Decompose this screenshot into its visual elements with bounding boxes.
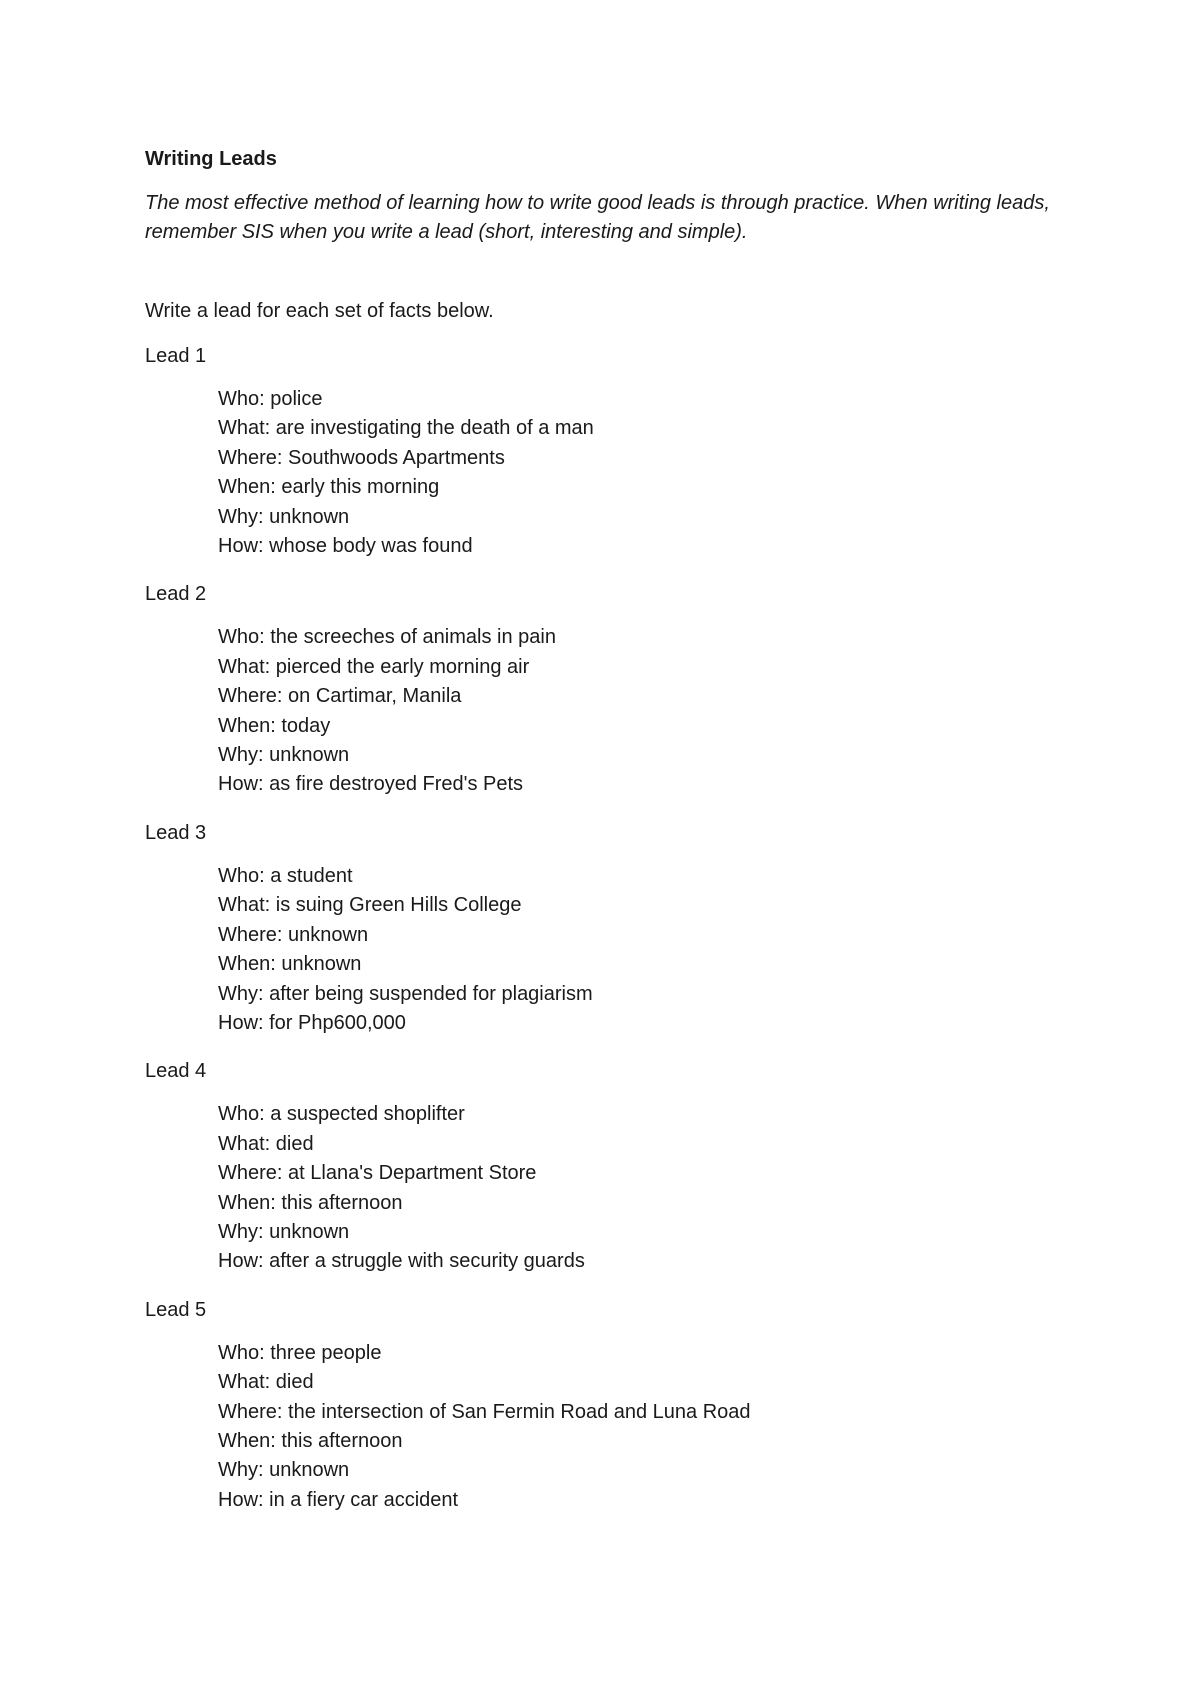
lead-fact: Who: the screeches of animals in pain <box>218 626 556 649</box>
lead-fact: What: is suing Green Hills College <box>218 894 522 917</box>
document-title: Writing Leads <box>145 148 277 170</box>
lead-facts-list <box>218 385 1065 561</box>
lead-fact: When: today <box>218 714 331 737</box>
lead-title: Lead 1 <box>145 345 207 367</box>
lead-fact: Why: unknown <box>218 505 350 528</box>
lead-title: Lead 4 <box>145 1060 207 1083</box>
lead-fact: Why: after being suspended for plagiarism <box>218 982 593 1005</box>
lead-fact: How: after a struggle with security guards <box>218 1250 585 1273</box>
lead-title: Lead 5 <box>145 1298 207 1321</box>
lead-fact: What: died <box>218 1371 314 1394</box>
lead-facts-list <box>218 862 1065 1038</box>
lead-fact: Where: the intersection of San Fermin Road and Luna Road <box>218 1400 751 1423</box>
lead-fact: Why: unknown <box>218 744 350 767</box>
lead-fact: Who: a suspected shoplifter <box>218 1103 465 1126</box>
lead-fact: How: as fire destroyed Fred's Pets <box>218 773 524 796</box>
instruction-text: Write a lead for each set of facts below. <box>145 300 494 322</box>
lead-fact: Who: police <box>218 388 323 410</box>
lead-facts-list <box>218 623 1065 799</box>
lead-fact: Why: unknown <box>218 1220 350 1243</box>
leads-list <box>145 344 1065 1515</box>
lead-section <box>145 344 1065 561</box>
lead-fact: What: died <box>218 1132 314 1155</box>
lead-fact: How: whose body was found <box>218 535 473 558</box>
lead-fact: Where: unknown <box>218 923 369 946</box>
lead-title: Lead 2 <box>145 583 207 606</box>
lead-fact: Who: a student <box>218 864 353 887</box>
lead-section <box>145 582 1065 799</box>
lead-fact: Where: at Llana's Department Store <box>218 1162 537 1185</box>
lead-facts-list <box>218 1100 1065 1276</box>
lead-fact: Who: three people <box>218 1341 382 1364</box>
lead-fact: When: unknown <box>218 953 362 976</box>
lead-section <box>145 821 1065 1038</box>
lead-fact: What: are investigating the death of a man <box>218 417 594 440</box>
lead-facts-list <box>218 1339 1065 1515</box>
lead-fact: Why: unknown <box>218 1459 350 1482</box>
document-page <box>145 147 1065 1515</box>
lead-fact: When: this afternoon <box>218 1429 403 1452</box>
lead-fact: When: early this morning <box>218 476 440 499</box>
lead-section <box>145 1298 1065 1515</box>
intro-paragraph: The most effective method of learning how to write good leads is through practice. When writing leads, remember SIS when you write a lead (short, interesting and simple). <box>145 192 1050 243</box>
lead-fact: How: in a fiery car accident <box>218 1488 459 1511</box>
lead-fact: How: for Php600,000 <box>218 1011 406 1034</box>
lead-fact: Where: on Cartimar, Manila <box>218 685 462 708</box>
lead-fact: When: this afternoon <box>218 1191 403 1214</box>
lead-section <box>145 1059 1065 1276</box>
lead-fact: Where: Southwoods Apartments <box>218 446 505 469</box>
lead-fact: What: pierced the early morning air <box>218 655 530 678</box>
lead-title: Lead 3 <box>145 821 207 844</box>
